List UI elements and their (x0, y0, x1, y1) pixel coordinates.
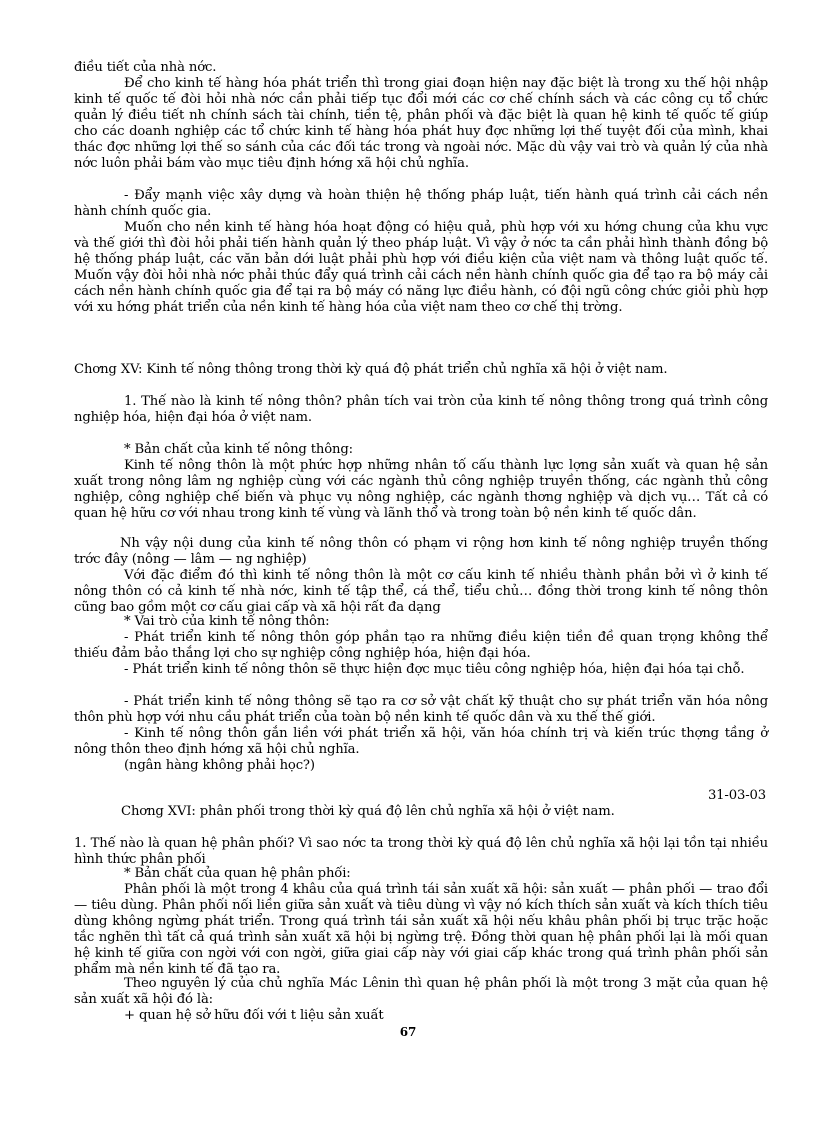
chapter-heading: Chơng XVI: phân phối trong thời kỳ quá độ lên chủ nghĩa xã hội ở việt nam. (121, 804, 615, 819)
question: 1. Thế nào là quan hệ phân phối? Vì sao nớc ta trong thời kỳ quá độ lên chủ nghĩa xã hội lại tồn tại nhiều hình thức phân phối (74, 836, 768, 867)
date-stamp: 31-03-03 (707, 788, 766, 803)
paragraph: Kinh tế nông thôn là một phức hợp những nhân tố cấu thành lực lợng sản xuất và quan hệ sản xuất trong nông lâm ng nghiệp cùng với các ngành thủ công nghiệp truyền thống, các ngành thủ công nghiệp, công nghiệp chế biến và phục vụ nông nghiệp, các ngành thơng nghiệp và dịch vụ… Tất cả có quan hệ hữu cơ với nhau trong kinh tế vùng và lãnh thổ và trong toàn bộ nền kinh tế quốc dân. (74, 458, 768, 521)
paragraph: Theo nguyên lý của chủ nghĩa Mác Lênin thì quan hệ phân phối là một trong 3 mặt của quan hệ sản xuất xã hội đó là: (74, 976, 768, 1007)
paragraph: Để cho kinh tế hàng hóa phát triển thì trong giai đoạn hiện nay đặc biệt là trong xu thế hội nhập kinh tế quốc tế đòi hỏi nhà nớc cần phải tiếp tục đổi mới các cơ chế chính sách và các công cụ tổ chức quản lý điều tiết nh chính sách tài chính, tiền tệ, phân phối và đặc biệt là quan hệ kinh tế quốc tế giúp cho các doanh nghiệp các tổ chức kinh tế hàng hóa phát huy đợc những lợi thế tuyệt đối của mình, khai thác đợc những lợi thế so sánh của các đối tác trong và ngoài nớc. Mặc dù vậy vai trò và quản lý của nhà nớc luôn phải bám vào mục tiêu định hớng xã hội chủ nghĩa. (74, 76, 768, 171)
paragraph: - Phát triển kinh tế nông thông sẽ tạo ra cơ sở vật chất kỹ thuật cho sự phát triển văn hóa nông thôn phù hợp với nhu cầu phát triển của toàn bộ nền kinh tế quốc dân và xu thế thế giới. (74, 694, 768, 725)
paragraph: - Phát triển kinh tế nông thôn sẽ thực hiện đợc mục tiêu công nghiệp hóa, hiện đại hóa tại chỗ. (124, 662, 745, 677)
section-heading: * Bản chất của quan hệ phân phối: (124, 866, 351, 881)
paragraph: Phân phối là một trong 4 khâu của quá trình tái sản xuất xã hội: sản xuất — phân phối — trao đổi — tiêu dùng. Phân phối nối liền giữa sản xuất và tiêu dùng vì vậy nó kích thích sản xuất và kích thích tiêu dùng không ngừng phát triển. Trong quá trình tái sản xuất xã hội nếu khâu phân phối bị trục trặc hoặc tắc nghẽn thì tất cả quá trình sản xuất xã hội bị ngừng trệ. Đồng thời quan hệ phân phối lại là mối quan hệ kinh tế giữa con ngời với con ngời, giữa giai cấp này với giai cấp khác trong quá trình phân phối sản phẩm mà nền kinh tế đã tạo ra. (74, 882, 768, 977)
question: 1. Thế nào là kinh tế nông thôn? phân tích vai tròn của kinh tế nông thông trong quá trình công nghiệp hóa, hiện đại hóa ở việt nam. (74, 394, 768, 425)
paragraph: - Phát triển kinh tế nông thôn góp phần tạo ra những điều kiện tiền đề quan trọng không thể thiếu đảm bảo thắng lợi cho sự nghiệp công nghiệp hóa, hiện đại hóa. (74, 630, 768, 661)
paragraph: Với đặc điểm đó thì kinh tế nông thôn là một cơ cấu kinh tế nhiều thành phần bởi vì ở kinh tế nông thôn có cả kinh tế nhà nớc, kinh tế tập thể, cá thể, tiểu chủ… đồng thời trong kinh tế nông thôn cũng bao gồm một cơ cấu giai cấp và xã hội rất đa dạng (74, 568, 768, 615)
paragraph: (ngân hàng không phải học?) (124, 758, 315, 773)
paragraph: Nh vậy nội dung của kinh tế nông thôn có phạm vi rộng hơn kinh tế nông nghiệp truyền thống trớc đây (nông — lâm — ng nghiệp) (74, 536, 768, 567)
paragraph: Muốn cho nền kinh tế hàng hóa hoạt động có hiệu quả, phù hợp với xu hớng chung của khu vực và thế giới thì đòi hỏi phải tiến hành quản lý theo pháp luật. Vì vậy ở nớc ta cần phải hình thành đồng bộ hệ thống pháp luật, các văn bản dới luật phải phù hợp với điều kiện của việt nam và thông luật quốc tế. Muốn vậy đòi hỏi nhà nớc phải thúc đẩy quá trình cải cách nền hành chính quốc gia để tạo ra bộ máy cải cách nền hành chính quốc gia để tại ra bộ máy có năng lực điều hành, có đội ngũ công chức giỏi phù hợp với xu hớng phát triển của nền kinh tế hàng hóa của việt nam theo cơ chế thị trờng. (74, 220, 768, 315)
paragraph: + quan hệ sở hữu đối với t liệu sản xuất (124, 1008, 384, 1023)
page-number: 67 (399, 1025, 417, 1039)
paragraph: - Kinh tế nông thôn gắn liền với phát triển xã hội, văn hóa chính trị và kiến trúc thợng tầng ở nông thôn theo định hớng xã hội chủ nghĩa. (74, 726, 768, 757)
paragraph: điều tiết của nhà nớc. (74, 60, 217, 75)
section-heading: * Bản chất của kinh tế nông thông: (124, 442, 353, 457)
paragraph: - Đẩy mạnh việc xây dựng và hoàn thiện hệ thống pháp luật, tiến hành quá trình cải cách nền hành chính quốc gia. (74, 188, 768, 219)
chapter-heading: Chơng XV: Kinh tế nông thông trong thời kỳ quá độ phát triển chủ nghĩa xã hội ở việt nam. (74, 362, 668, 377)
section-heading: * Vai trò của kinh tế nông thôn: (124, 614, 330, 629)
